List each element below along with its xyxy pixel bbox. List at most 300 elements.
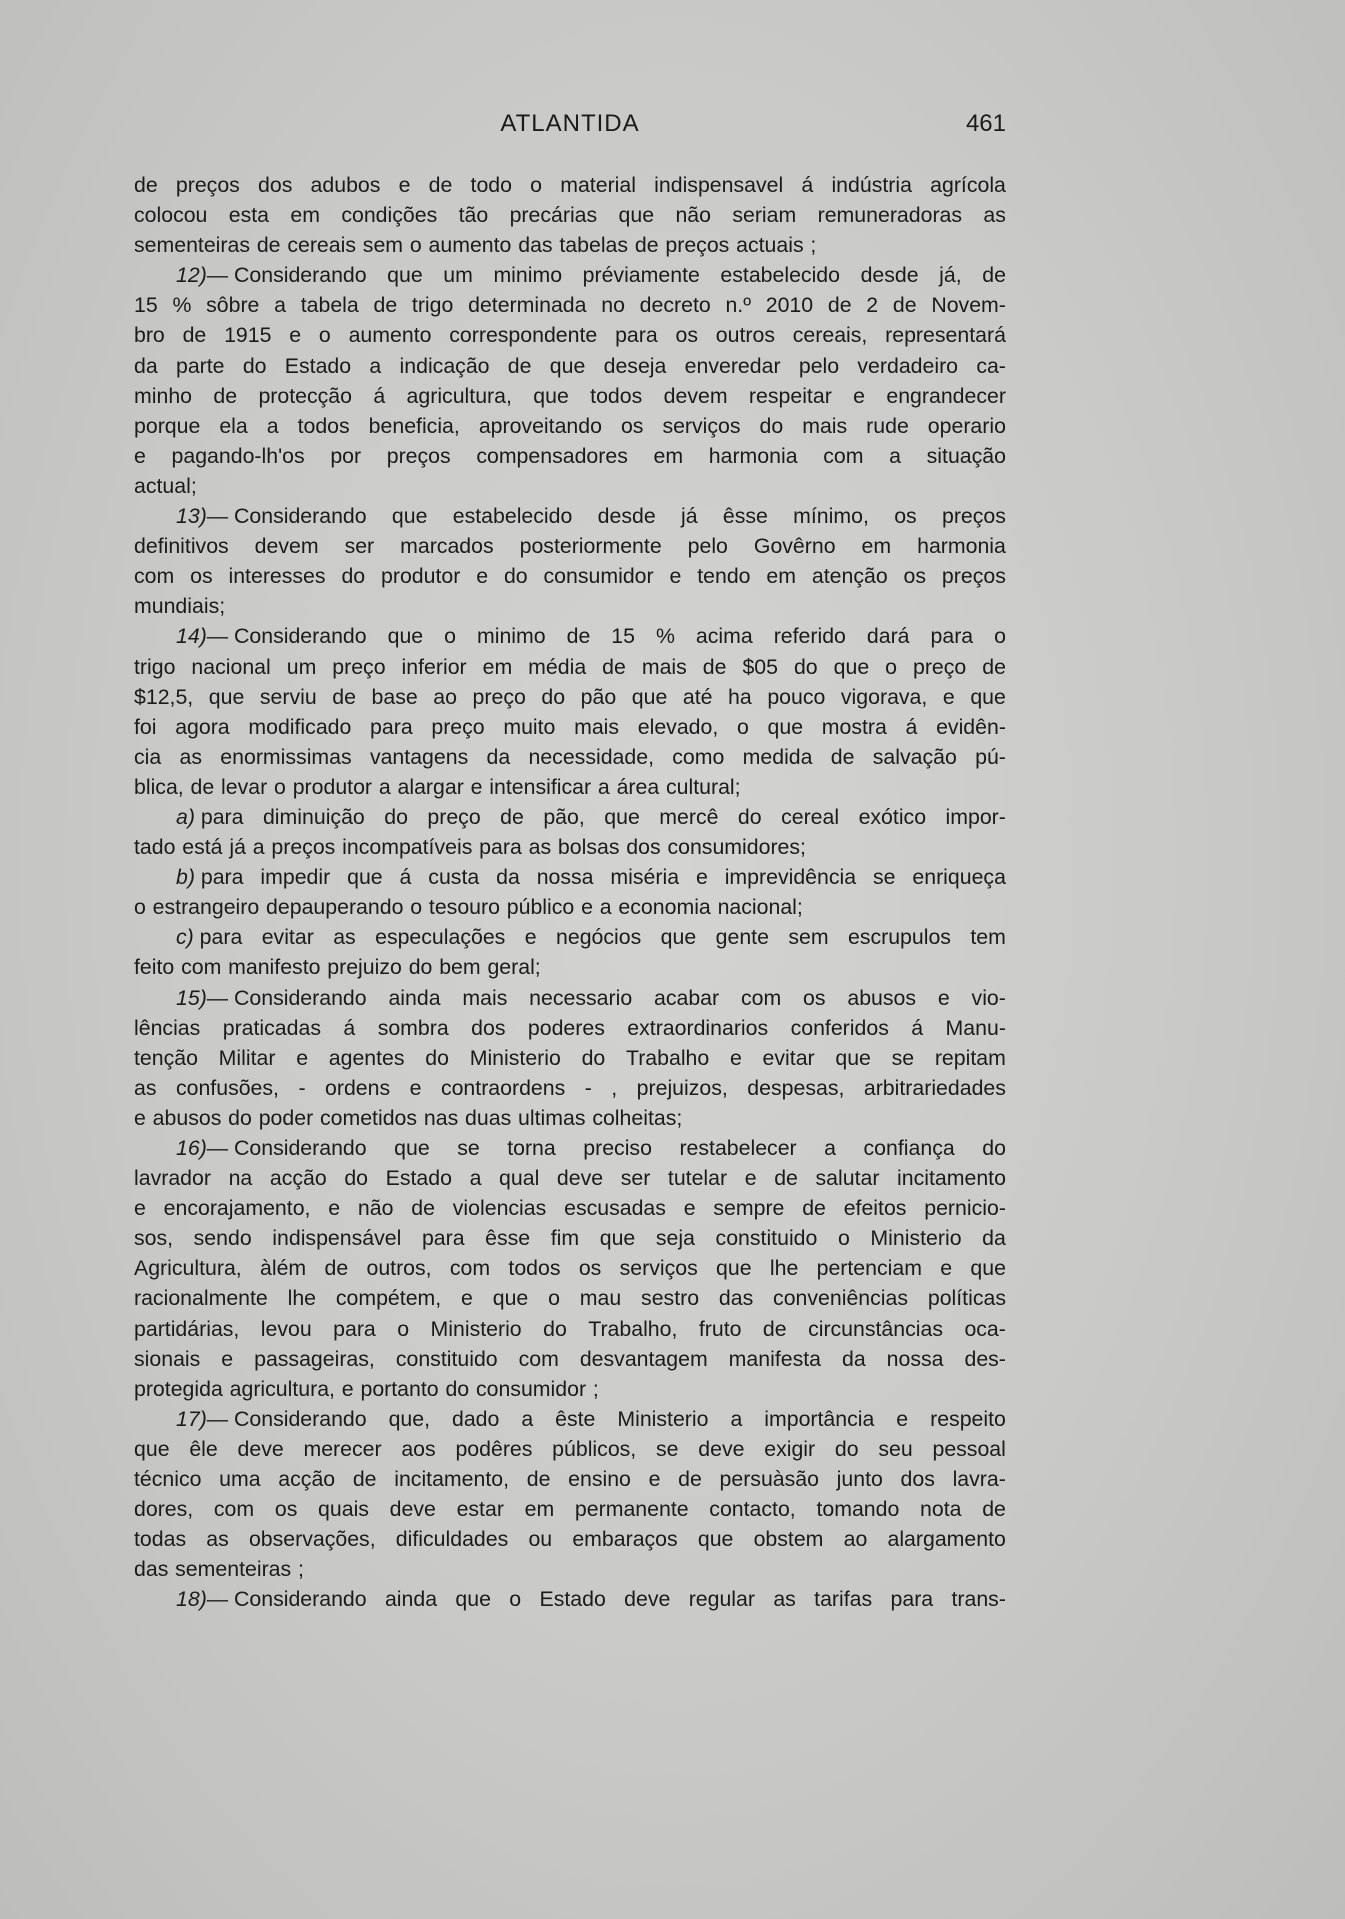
word: Govêrno [753, 534, 836, 559]
word: dos [258, 173, 293, 197]
word: tem [970, 925, 1006, 950]
word: qual [499, 1166, 540, 1191]
word: agricultura, [406, 383, 512, 408]
word: cia [134, 744, 162, 769]
word: para [890, 1587, 934, 1612]
word: e [296, 1045, 309, 1070]
word: de [982, 1497, 1006, 1522]
word: para [930, 624, 974, 649]
text-line [134, 1043, 1006, 1073]
word: agora [175, 714, 230, 739]
word: os [675, 323, 698, 348]
word: para [421, 1226, 465, 1251]
word: miséria [610, 865, 680, 890]
word: a [889, 443, 901, 468]
word: sombra [377, 1015, 449, 1040]
word: pú- [975, 744, 1006, 769]
word: restabelecer [679, 1136, 797, 1160]
word: estrangeiro [152, 895, 260, 920]
word: todas [134, 1527, 187, 1552]
text-line [134, 1283, 1006, 1313]
word: ser [620, 1166, 651, 1191]
word: salutar [815, 1166, 880, 1191]
word: deve [624, 1587, 671, 1612]
word: geral; [487, 955, 541, 980]
word: contacto, [709, 1497, 796, 1522]
word: e [221, 1346, 234, 1371]
word: e [461, 1286, 473, 1311]
word: incitamento [897, 1166, 1006, 1191]
word: respeitar [748, 383, 832, 408]
word: poderes [527, 1015, 605, 1040]
word: bolsas [557, 835, 620, 860]
word: com [213, 1497, 255, 1522]
word: aumento [348, 323, 432, 348]
word: que [631, 684, 668, 709]
word [176, 1404, 367, 1434]
word: devem [254, 534, 319, 559]
word: ca- [976, 353, 1006, 378]
word: ordens [325, 1075, 391, 1100]
word: salvação [872, 744, 957, 769]
word: agentes [328, 1045, 405, 1070]
word: sem [788, 925, 829, 950]
word: adubos [310, 173, 381, 197]
word: sempre [713, 1196, 785, 1221]
word: Ministerio [469, 1045, 561, 1070]
word: agrícola [930, 173, 1006, 197]
word: serviços [619, 1256, 698, 1281]
word: 2010 [765, 293, 814, 318]
word: para [370, 714, 413, 739]
word: mercê [659, 804, 719, 829]
word: tabela [300, 293, 359, 318]
word: já, [939, 263, 962, 288]
clause-label: a) [176, 804, 195, 829]
word: fruto [698, 1316, 742, 1341]
running-title: ATLANTIDA [500, 110, 640, 137]
word: foi [134, 714, 157, 739]
text-line [134, 1464, 1006, 1494]
word: mostra [821, 714, 887, 739]
word: á [905, 714, 918, 739]
word: da [496, 865, 520, 890]
word: Estado [539, 1587, 606, 1612]
word: á [801, 173, 814, 197]
word: junto [836, 1467, 883, 1492]
word: da [134, 353, 158, 378]
word: bem [439, 955, 481, 980]
word: n.º [725, 293, 751, 318]
word: que [492, 1286, 529, 1311]
word: abusos [152, 1105, 222, 1130]
word: os [274, 1497, 298, 1522]
word: tutelar [667, 1166, 728, 1191]
word: ao [843, 1527, 868, 1552]
word: com [740, 985, 782, 1010]
word: se [656, 1436, 679, 1461]
word: embaraços [572, 1527, 678, 1552]
word: quais [318, 1497, 369, 1522]
word: outros, [366, 1256, 432, 1281]
word: para [615, 323, 658, 348]
word: do [543, 1316, 567, 1341]
word: em [766, 564, 796, 589]
word: preciso [583, 1136, 652, 1160]
word: preços [175, 173, 240, 197]
word: trigo [411, 293, 454, 318]
word: mínimo, [793, 504, 869, 529]
word: alargar [397, 774, 464, 799]
text-line [134, 320, 1006, 350]
word: depauperando [266, 895, 404, 920]
word: no [601, 293, 625, 318]
word: aproveitando [478, 413, 602, 438]
word: tarifas [814, 1587, 873, 1612]
word: até [682, 684, 713, 709]
word: de [507, 353, 532, 378]
word: uma [219, 1467, 261, 1492]
word: ao [433, 684, 457, 709]
word: do [228, 1105, 252, 1130]
word: produtor [381, 564, 461, 589]
word: estabelecido [452, 504, 573, 529]
word: que [767, 714, 804, 739]
word: os [803, 985, 826, 1010]
word: e [695, 865, 708, 890]
word: elevado, [637, 714, 719, 739]
word: de [702, 654, 727, 679]
word: e [134, 1196, 146, 1221]
word: da [982, 1226, 1006, 1251]
word: ensino [568, 1467, 631, 1492]
word: do [737, 804, 762, 829]
word: incitamento, [394, 1467, 510, 1492]
word: de [352, 1467, 377, 1492]
word: $05 [742, 654, 778, 679]
word: acabar [654, 985, 720, 1010]
word: tenção [134, 1045, 198, 1070]
word: de [190, 774, 215, 799]
word: manifesta [728, 1346, 822, 1371]
word: em [482, 654, 513, 679]
word: minimo [476, 624, 546, 649]
word: àlém [260, 1256, 307, 1281]
word: em [290, 203, 320, 228]
word: inferior [401, 654, 467, 679]
word: e [134, 1105, 146, 1130]
word: que [833, 654, 870, 679]
word: colheitas; [592, 1105, 683, 1130]
word: contraordens [440, 1075, 566, 1100]
text-line [134, 682, 1006, 712]
word: produtor [292, 774, 373, 799]
word: de [566, 624, 591, 649]
word: do [242, 353, 267, 378]
text-line [134, 411, 1006, 441]
word: de [526, 1467, 551, 1492]
word: seu [878, 1436, 913, 1461]
word: violencias [452, 1196, 547, 1221]
word: já [229, 835, 246, 860]
word: dores, [134, 1497, 194, 1522]
word: á [343, 1015, 356, 1040]
word: que [134, 1436, 170, 1461]
word: que [599, 1226, 636, 1251]
word: tão [458, 203, 489, 228]
word: mais [802, 413, 848, 438]
word: se [872, 865, 896, 890]
word: rude [866, 413, 909, 438]
word: Ministerio [617, 1406, 709, 1431]
word: de [182, 323, 207, 348]
word: ainda [388, 985, 441, 1010]
word [176, 501, 367, 531]
word-text: — Considerando [206, 263, 367, 288]
word: por [330, 443, 362, 468]
word: e [729, 1045, 742, 1070]
word: e [341, 1376, 354, 1401]
word: torna [507, 1136, 556, 1160]
text-line [134, 260, 1006, 290]
word: ; [810, 233, 817, 258]
word: tesouro [428, 895, 500, 920]
word: que [697, 1527, 734, 1552]
word: sendo [193, 1226, 252, 1251]
word: cereal [781, 804, 840, 829]
word: nota [920, 1497, 962, 1522]
word: e [648, 1467, 661, 1492]
word: preços [941, 504, 1006, 529]
word: se [891, 1045, 915, 1070]
word: confusões, [175, 1075, 279, 1100]
word: de [324, 1256, 349, 1281]
word: de [762, 1316, 787, 1341]
word: merecer [303, 1436, 382, 1461]
word: deve [237, 1436, 284, 1461]
word: acção [278, 1467, 336, 1492]
word: medida [742, 744, 813, 769]
word: a [599, 895, 612, 920]
word: indispensável [272, 1226, 402, 1251]
word: do [982, 1136, 1006, 1160]
text-line [134, 832, 1006, 862]
word: pelo [798, 353, 840, 378]
word: o [994, 624, 1006, 649]
word: imprevidência [724, 865, 857, 890]
text-line [134, 381, 1006, 411]
word: condições [341, 203, 438, 228]
word: e [896, 1406, 909, 1431]
word: o [274, 774, 286, 799]
word: lavra- [952, 1467, 1006, 1492]
word: indispensavel [654, 173, 784, 197]
word: que [387, 263, 423, 288]
word-text: — Considerando [206, 1587, 367, 1612]
word: % [172, 293, 192, 318]
word-text: — Considerando [206, 985, 367, 1010]
word: prejuizos, [636, 1075, 728, 1100]
word: levar [221, 774, 268, 799]
word: que [533, 383, 569, 408]
word [176, 1133, 367, 1163]
word: preço [431, 714, 485, 739]
text-line [134, 1163, 1006, 1193]
word: colocou [134, 203, 208, 228]
word: não [675, 203, 711, 228]
word: das [134, 1557, 169, 1582]
word-text: para [194, 865, 244, 890]
word: e [409, 1075, 422, 1100]
word: encorajamento, [163, 1196, 311, 1221]
word: mais [574, 714, 620, 739]
word: o [509, 1587, 522, 1612]
word: prejuizo [327, 955, 402, 980]
word: com [181, 955, 222, 980]
word: na [228, 1166, 253, 1191]
word [176, 983, 367, 1013]
body-text [134, 170, 1006, 1615]
word: intensificar [489, 774, 592, 799]
word: as [983, 203, 1006, 228]
word: a [266, 413, 279, 438]
word: á [911, 1015, 924, 1040]
word: serviu [259, 684, 317, 709]
word: a [730, 1406, 743, 1431]
word: políticas [927, 1286, 1006, 1311]
word: 15 [611, 624, 635, 649]
clause-label: 12) [176, 263, 207, 288]
word: circunstâncias [808, 1316, 943, 1341]
word: - [584, 1075, 592, 1100]
word: do [408, 955, 433, 980]
word: a [824, 1136, 837, 1160]
word: públicos, [552, 1436, 637, 1461]
word: do [341, 564, 366, 589]
text-line [134, 1103, 1006, 1133]
word: de [982, 263, 1006, 288]
word: arbitrariedades [863, 1075, 1006, 1100]
word: actuais [736, 233, 804, 258]
word: de [256, 233, 281, 258]
word: manifesto [228, 955, 321, 980]
word: pernicio- [924, 1196, 1006, 1221]
text-line [134, 1344, 1006, 1374]
word: lhe [769, 1256, 799, 1281]
word: e [289, 323, 302, 348]
word: pelo [687, 534, 728, 559]
word: Novem- [931, 293, 1006, 318]
word: as [179, 744, 203, 769]
word: incompatíveis [342, 835, 473, 860]
word: desde [597, 504, 656, 529]
word: de [830, 744, 855, 769]
word: indústria [831, 173, 912, 197]
word: de [134, 173, 158, 197]
word: do [759, 413, 784, 438]
word: êle [189, 1436, 218, 1461]
word: se [457, 1136, 480, 1160]
word: consumidor [475, 1376, 587, 1401]
word: preços [271, 835, 336, 860]
word: nacional [191, 654, 271, 679]
word: praticadas [222, 1015, 321, 1040]
word: área [616, 774, 660, 799]
word: e [669, 564, 682, 589]
word: dos [626, 835, 661, 860]
word: desde [860, 263, 919, 288]
word [176, 1584, 367, 1614]
word: de [332, 684, 356, 709]
word: importância [764, 1406, 875, 1431]
word: gente [715, 925, 769, 950]
word: e [853, 383, 865, 408]
word: observações, [248, 1527, 376, 1552]
word: compétem, [335, 1286, 442, 1311]
word: um [286, 654, 317, 679]
word: % [655, 624, 675, 649]
word: com [134, 564, 175, 589]
word: mais [641, 654, 687, 679]
word: de [411, 1196, 435, 1221]
word: blica, [134, 774, 184, 799]
word: os [578, 1256, 602, 1281]
word: Agricultura, [134, 1256, 242, 1281]
word: sestro [641, 1286, 700, 1311]
word: lências [134, 1015, 201, 1040]
word: material [560, 173, 636, 197]
word: deve [389, 1497, 436, 1522]
word: o [134, 895, 146, 920]
word: ; [592, 1376, 599, 1401]
word: o [885, 654, 897, 679]
word: parte [175, 353, 225, 378]
word: seriam [732, 203, 797, 228]
word: de [678, 1467, 702, 1492]
word: enriqueça [912, 865, 1006, 890]
word: do [425, 1045, 449, 1070]
word: alargamento [887, 1527, 1006, 1552]
word: preço [332, 654, 386, 679]
word: de [428, 173, 453, 197]
word: e [328, 1196, 341, 1221]
text-line [134, 1404, 1006, 1434]
word: com [449, 1256, 491, 1281]
word: sos, [134, 1226, 174, 1251]
word: abusos [847, 985, 917, 1010]
word: Manu- [945, 1015, 1006, 1040]
word: dos [900, 1467, 935, 1492]
page-number: 461 [965, 110, 1006, 137]
word: os [894, 504, 917, 529]
word: de [634, 233, 659, 258]
word: podêres [455, 1436, 533, 1461]
word: consumidor [543, 564, 654, 589]
word: e [524, 925, 537, 950]
word: pouco [767, 684, 826, 709]
word: do [834, 1436, 859, 1461]
word: atenção [811, 564, 888, 589]
word: cereais [287, 233, 356, 258]
word: da [486, 744, 511, 769]
word: a [252, 835, 265, 860]
word: a [597, 774, 610, 799]
word: exótico [858, 804, 927, 829]
word: agricultura, [229, 1376, 335, 1401]
word: custa [428, 865, 480, 890]
word: protegida [134, 1376, 223, 1401]
word: os [903, 564, 927, 589]
